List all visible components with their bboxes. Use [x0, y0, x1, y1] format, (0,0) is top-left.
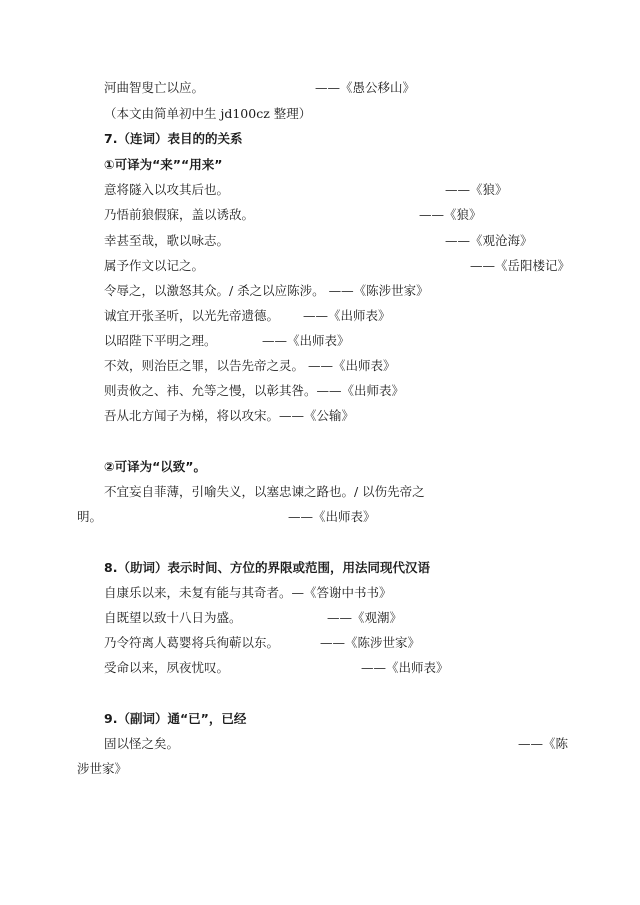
source-citation: ——《愚公移山》 [315, 80, 416, 95]
text-line: 自既望以致十八日为盛。 [104, 610, 242, 625]
text-line: 则责攸之、祎、允等之慢，以彰其咎。——《出师表》 [104, 383, 405, 398]
subsection-heading: ②可译为“以致”。 [104, 459, 207, 474]
text-line: 意将隧入以攻其后也。 [104, 182, 230, 197]
source-citation: ——《观潮》 [327, 610, 403, 625]
text-line: 河曲智叟亡以应。 [104, 80, 205, 95]
subsection-heading: ①可译为“来”“用来” [104, 157, 223, 172]
source-citation: ——《出师表》 [262, 333, 350, 348]
source-citation: ——《陈 [518, 736, 569, 751]
section-heading: 7.（连词）表目的的关系 [104, 131, 243, 146]
text-line: 固以怪之矣。 [104, 736, 180, 751]
text-line: 吾从北方闻子为梯，将以攻宋。——《公输》 [104, 408, 355, 423]
attribution-note: （本文由简单初中生 jd100cz 整理） [104, 106, 312, 121]
text-line: 不效，则治臣之罪，以告先帝之灵。 ——《出师表》 [104, 358, 396, 373]
text-line: 乃令符离人葛婴将兵徇蕲以东。 [104, 635, 280, 650]
text-line: 明。 [77, 509, 103, 524]
source-citation: ——《狼》 [419, 207, 482, 222]
source-citation: ——《狼》 [445, 182, 508, 197]
section-heading: 9.（副词）通“已”，已经 [104, 711, 247, 726]
text-line: 受命以来，夙夜忧叹。 [104, 660, 230, 675]
text-line: 属予作文以记之。 [104, 258, 205, 273]
text-line: 涉世家》 [77, 761, 128, 776]
source-citation: ——《出师表》 [303, 308, 391, 323]
source-citation: ——《出师表》 [361, 660, 449, 675]
text-line: 乃悟前狼假寐，盖以诱敌。 [104, 207, 255, 222]
text-line: 自康乐以来，未复有能与其奇者。—《答谢中书书》 [104, 585, 392, 600]
text-line: 幸甚至哉，歌以咏志。 [104, 233, 230, 248]
source-citation: ——《出师表》 [288, 509, 376, 524]
section-heading: 8.（助词）表示时间、方位的界限或范围，用法同现代汉语 [104, 560, 430, 575]
text-line: 诚宜开张圣听，以光先帝遗德。 [104, 308, 280, 323]
text-line: 令辱之，以激怒其众。/ 杀之以应陈涉。 ——《陈涉世家》 [104, 283, 429, 298]
text-line: 以昭陛下平明之理。 [104, 333, 217, 348]
source-citation: ——《观沧海》 [445, 233, 533, 248]
source-citation: ——《陈涉世家》 [320, 635, 421, 650]
source-citation: ——《岳阳楼记》 [470, 258, 571, 273]
text-line: 不宜妄自菲薄，引喻失义，以塞忠谏之路也。/ 以伤先帝之 [104, 484, 425, 499]
